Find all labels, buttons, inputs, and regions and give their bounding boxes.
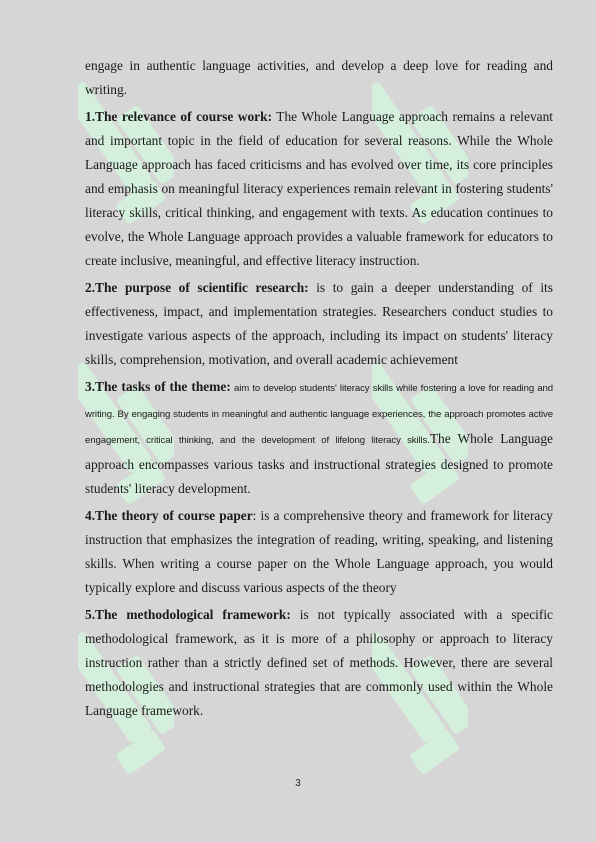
section-heading: 3.The tasks of the theme: — [85, 379, 231, 394]
section-body: The Whole Language approach remains a relevant and important topic in the field of education for several reasons. While the Whole Language approach has faced criticisms and has evolved over time, its core principles and emphasis on meaningful literacy experiences remain relevant in fostering students' literacy skills, critical thinking, and engagement with texts. As education continues to evolve, the Whole Language approach provides a valuable framework for educators to create inclusive, meaningful, and effective literacy instruction. — [85, 109, 553, 268]
section-relevance — [85, 105, 553, 273]
section-body-small: aim to develop students' literacy skills while fostering a love for reading and writing. By engaging students in meaningful and authentic language experiences, the approach promotes active engagement, critical thinking, and the development of lifelong literacy skills. — [85, 383, 553, 446]
section-heading: 4.The theory of course paper — [85, 508, 253, 523]
section-heading: 1.The relevance of course work: — [85, 109, 273, 124]
section-tasks — [85, 375, 553, 501]
section-body: The Whole Language approach encompasses various tasks and instructional strategies designed to promote students' literacy development. — [85, 431, 553, 496]
section-theory — [85, 504, 553, 600]
section-body: is to gain a deeper understanding of its effectiveness, impact, and implementation strategies. Researchers conduct studies to investigate various aspects of the approach, including its impact on students' literacy skills, comprehension, motivation, and overall academic achievement — [85, 280, 553, 367]
section-body: is not typically associated with a specific methodological framework, as it is more of a philosophy or approach to literacy instruction rather than a strictly defined set of methods. However, there are several methodologies and instructional strategies that are commonly used within the Whole Language framework. — [85, 607, 553, 718]
page-number: 3 — [295, 778, 301, 789]
section-heading: 5.The methodological framework: — [85, 607, 291, 622]
section-methodology — [85, 603, 553, 723]
page-body — [85, 54, 553, 726]
section-body: : is a comprehensive theory and framework for literacy instruction that emphasizes the integration of reading, writing, speaking, and listening skills. When writing a course paper on the Whole Language approach, you would typically explore and discuss various aspects of the theory — [85, 508, 553, 595]
section-heading: 2.The purpose of scientific research: — [85, 280, 309, 295]
section-purpose — [85, 276, 553, 372]
intro-paragraph: engage in authentic language activities, and develop a deep love for reading and writing. — [85, 58, 553, 97]
